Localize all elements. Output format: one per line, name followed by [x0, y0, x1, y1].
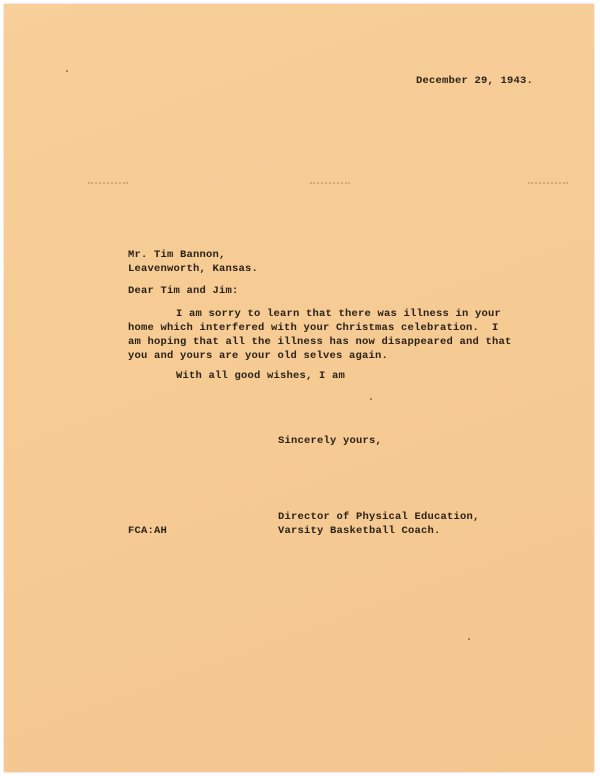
paper-mark — [528, 182, 568, 189]
complimentary-close: Sincerely yours, — [278, 435, 383, 447]
signature-title-line: Director of Physical Education, — [278, 511, 480, 523]
letter-date: December 29, 1943. — [416, 75, 534, 87]
paper-mark — [88, 182, 128, 189]
paper-mark — [310, 182, 350, 189]
paper-speck — [468, 638, 470, 640]
letter-page — [4, 4, 594, 772]
recipient-name: Mr. Tim Bannon, — [128, 249, 226, 261]
closing-line: With all good wishes, I am — [176, 370, 346, 382]
reference-initials: FCA:AH — [128, 525, 168, 537]
paper-speck — [370, 398, 372, 400]
salutation: Dear Tim and Jim: — [128, 285, 239, 297]
body-line: you and yours are your old selves again. — [128, 350, 389, 362]
body-line: I am sorry to learn that there was illness in your — [176, 308, 502, 320]
recipient-city: Leavenworth, Kansas. — [128, 263, 259, 275]
body-line: home which interfered with your Christmas celebration. I — [128, 322, 499, 334]
body-line: am hoping that all the illness has now disappeared and that — [128, 336, 512, 348]
signature-title-line: Varsity Basketball Coach. — [278, 525, 441, 537]
paper-speck — [66, 70, 68, 72]
